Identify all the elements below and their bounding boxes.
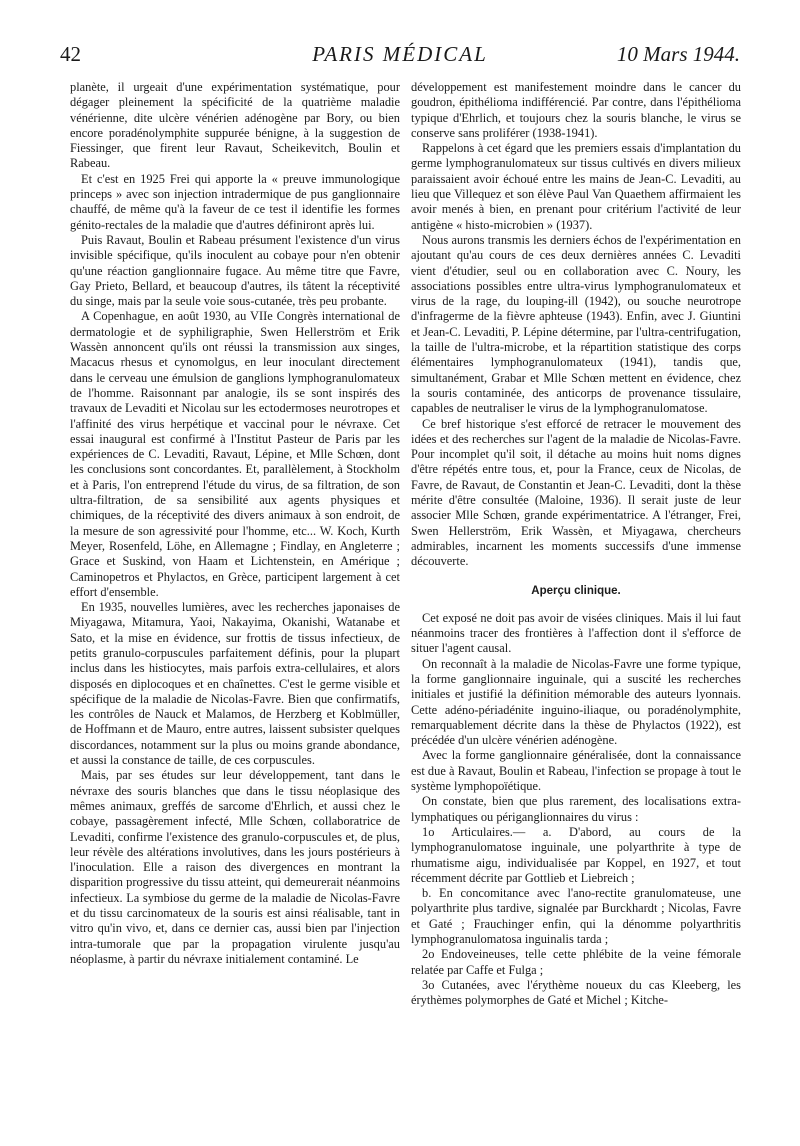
paragraph: 2o Endoveineuses, telle cette phlébite de la veine fémorale relatée par Caffe et Fulga ; [411, 947, 741, 977]
paragraph: développement est manifestement moindre dans le cancer du goudron, épithélioma indifférencié. Par contre, dans l'épithélioma typique d'Ehrlich, et toujours chez la souris blanche, le virus se conserve sans proliférer (1938-1941). [411, 80, 741, 140]
paragraph: On reconnaît à la maladie de Nicolas-Favre une forme typique, la forme ganglionnaire inguinale, qui a suscité les recherches initiales et justifié la définition mémorable des auteurs lyonnais. Cette adéno-périadénite inguino-iliaque, ou poradénolymphite, remarquablement décrite dans la thèse de Phylactos (1922), est précédée d'un ulcère vénérien adénogène. [411, 656, 741, 748]
paragraph: planète, il urgeait d'une expérimentation systématique, pour dégager pleinement la spécificité de la quatrième maladie vénérienne, dite ulcère vénérien adénogène par Bory, ou bien encore poradénolymphite suppurée bénigne, à la suggestion de Fiessinger, que firent leur Ravaut, Scheikevitch, Boulin et Rabeau. [70, 80, 400, 171]
paragraph: On constate, bien que plus rarement, des localisations extra-lymphatiques ou périganglionnaires du virus : [411, 794, 741, 824]
left-column [70, 80, 400, 967]
issue-date: 10 Mars 1944. [616, 42, 740, 66]
journal-title: PARIS MÉDICAL [312, 42, 488, 66]
paragraph: Puis Ravaut, Boulin et Rabeau présument l'existence d'un virus invisible spécifique, qu'ils inoculent au cobaye pour n'en obtenir qu'une réaction ganglionnaire fugace. Au même titre que Favre, Gay Prieto, Bellard, et beaucoup d'autres, ils tâtent la réceptivité du singe, mais par la seule voie sous-cutanée, très peu probante. [70, 232, 400, 309]
right-column [411, 80, 741, 1009]
paragraph: Mais, par ses études sur leur développement, tant dans le névraxe des souris blanches que dans le tissu néoplasique des mêmes animaux, greffés de sarcome d'Ehrlich, et aussi chez le cobaye, passagèrement infecté, Mlle Schœn, collaboratrice de Levaditi, confirme l'existence des granulo-corpuscules et, de plus, leur révèle des altérations involutives, dans les jours postérieurs à l'inoculation. Elle a raison des divergences en montrant la disparition progressive du tissu atteint, qui demeurerait néanmoins infectieux. La symbiose du germe de la maladie de Nicolas-Favre et du tissu carcinomateux de la souris est ainsi réalisable, tant in vitro qu'in vivo, et, dans ce dernier cas, aussi bien par l'injection intra-tumorale que par la propagation virulente jusqu'au néoplasme, à partir du névraxe initialement contaminé. Le [70, 768, 400, 966]
paragraph: Rappelons à cet égard que les premiers essais d'implantation du germe lymphogranulomateux sur tissus cultivés en divers milieux paraissaient avoir échoué entre les mains de Jean-C. Levaditi, au lieu que Villequez et son élève Paul Van Quaethem affirmaient les avoir menés à bien, en prenant pour critérium l'activité de leur antigène « histo-microbien » (1937). [411, 141, 741, 232]
paragraph: 3o Cutanées, avec l'érythème noueux du cas Kleeberg, les érythèmes polymorphes de Gaté et Michel ; Kitche- [411, 977, 741, 1008]
paragraph: Ce bref historique s'est efforcé de retracer le mouvement des idées et des recherches sur l'agent de la maladie de Nicolas-Favre. Pour incomplet qu'il soit, il détache au moins huit noms dignes d'être répétés entre tous, et, pour la France, ceux de Nicolas, de Favre, de Ravaut, de Constantin et Jean-C. Levaditi, dont la thèse mérite d'être consultée (Maloine, 1936). Il serait juste de leur associer Mlle Schœn, grande expérimentatrice. A l'étranger, Frei, Swen Hellerström, Erik Wassèn, et Miyagawa, chercheurs admirables, incarnent les moments successifs d'une immense découverte. [411, 416, 741, 569]
paragraph: A Copenhague, en août 1930, au VIIe Congrès international de dermatologie et de syphiligraphie, Swen Hellerström et Erik Wassèn annoncent qu'ils ont réussi la transmission aux singes, Macacus rhesus et cynomolgus, en leur inoculant directement dans le cerveau une émulsion de ganglions lymphogranulomateux de l'homme. Raisonnant par analogie, ils se sont inspirés des travaux de Levaditi et Nicolau sur les ectodermoses neurotropes et l'affinité des virus herpétique et vaccinal pour le névraxe. Cet essai inaugural est confirmé à l'Institut Pasteur de Paris par les expériences de C. Levaditi, Ravaut, Lépine, et Mlle Schœn, dont les conclusions sont concordantes. Et, parallèlement, à Stockholm et à Paris, l'on entreprend l'étude du virus, de sa filtration, de son ultra-filtration, de sa sensibilité aux agents physiques et chimiques, de la réceptivité des divers animaux à son endroit, de la mesure de son agressivité pour l'homme, etc... W. Koch, Kurth Meyer, Rosenfeld, Löhe, en Allemagne ; Findlay, en Angleterre ; Grace et Suskind, von Haam et Lichtenstein, en Amérique ; Caminopetros et Phylactos, en Grèce, participent largement à cet effort d'ensemble. [70, 309, 400, 599]
paragraph: Et c'est en 1925 Frei qui apporte la « preuve immunologique princeps » avec son injection intradermique de pus ganglionnaire chauffé, de même qu'à la faveur de ce test il identifie les formes génito-rectales de la maladie que d'autres définiront après lui. [70, 171, 400, 232]
page-header [60, 42, 740, 68]
paragraph: Cet exposé ne doit pas avoir de visées cliniques. Mais il lui faut néanmoins tracer des frontières à l'affection dont il s'efforce de situer l'agent causal. [411, 610, 741, 656]
paragraph: Avec la forme ganglionnaire généralisée, dont la connaissance est due à Ravaut, Boulin et Rabeau, l'infection se propage à tout le système lymphopoïétique. [411, 748, 741, 794]
paragraph: En 1935, nouvelles lumières, avec les recherches japonaises de Miyagawa, Mitamura, Yaoi, Nakayima, Okanishi, Watanabe et Sato, et la mise en évidence, sur frottis de tissus infectieux, de petits granulo-corpuscules parfaitement définis, pour la plupart inclus dans les histiocytes, mais parfois extra-cellulaires, et alors disposés en diplocoques et en chaînettes. C'est le germe visible et spécifique de la maladie de Nicolas-Favre. Bien que confirmatifs, les contrôles de Nauck et Malamos, de Herzberg et Koblmüller, de Hoffmann et de Mauro, entre autres, laissent subsister quelques discordances, notamment sur la plus ou moins grande abondance, et aussi la constance de taille, de ces corpuscules. [70, 600, 400, 768]
page-number: 42 [60, 42, 81, 66]
paragraph: b. En concomitance avec l'ano-rectite granulomateuse, une polyarthrite plus tardive, signalée par Burckhardt ; Nicolas, Favre et Gaté ; Frauchinger enfin, qui la dénomme polyarthritis lymphogranulomatosa inguinalis tarda ; [411, 886, 741, 947]
paragraph: 1o Articulaires.— a. D'abord, au cours de la lymphogranulomatose inguinale, une polyarthrite à type de rhumatisme aigu, individualisée par Koppel, en 1927, et tout récemment décrite par Gottlieb et Liebreich ; [411, 824, 741, 885]
section-heading: Aperçu clinique. [531, 584, 621, 597]
paragraph: Nous aurons transmis les derniers échos de l'expérimentation en ajoutant qu'au cours de ces deux dernières années C. Levaditi vient d'étudier, seul ou en collaboration avec C. Noury, les associations possibles entre ultra-virus lymphogranulomateux et virus de la rage, du louping-ill (1942), ou souche neurotrope d'infragerme de la fièvre aphteuse (1943). Enfin, avec J. Giuntini et Jean-C. Levaditi, P. Lépine détermine, par l'ultra-centrifugation, la taille de l'ultra-microbe, et la répartition statistique des corps élémentaires lymphogranulomateux (1941), tandis que, simultanément, Grabar et Mlle Schœn mettent en évidence, chez la souris contaminée, des anticorps de provenance tissulaire, capables de neutraliser le virus de la lymphogranulomatose. [411, 232, 741, 416]
